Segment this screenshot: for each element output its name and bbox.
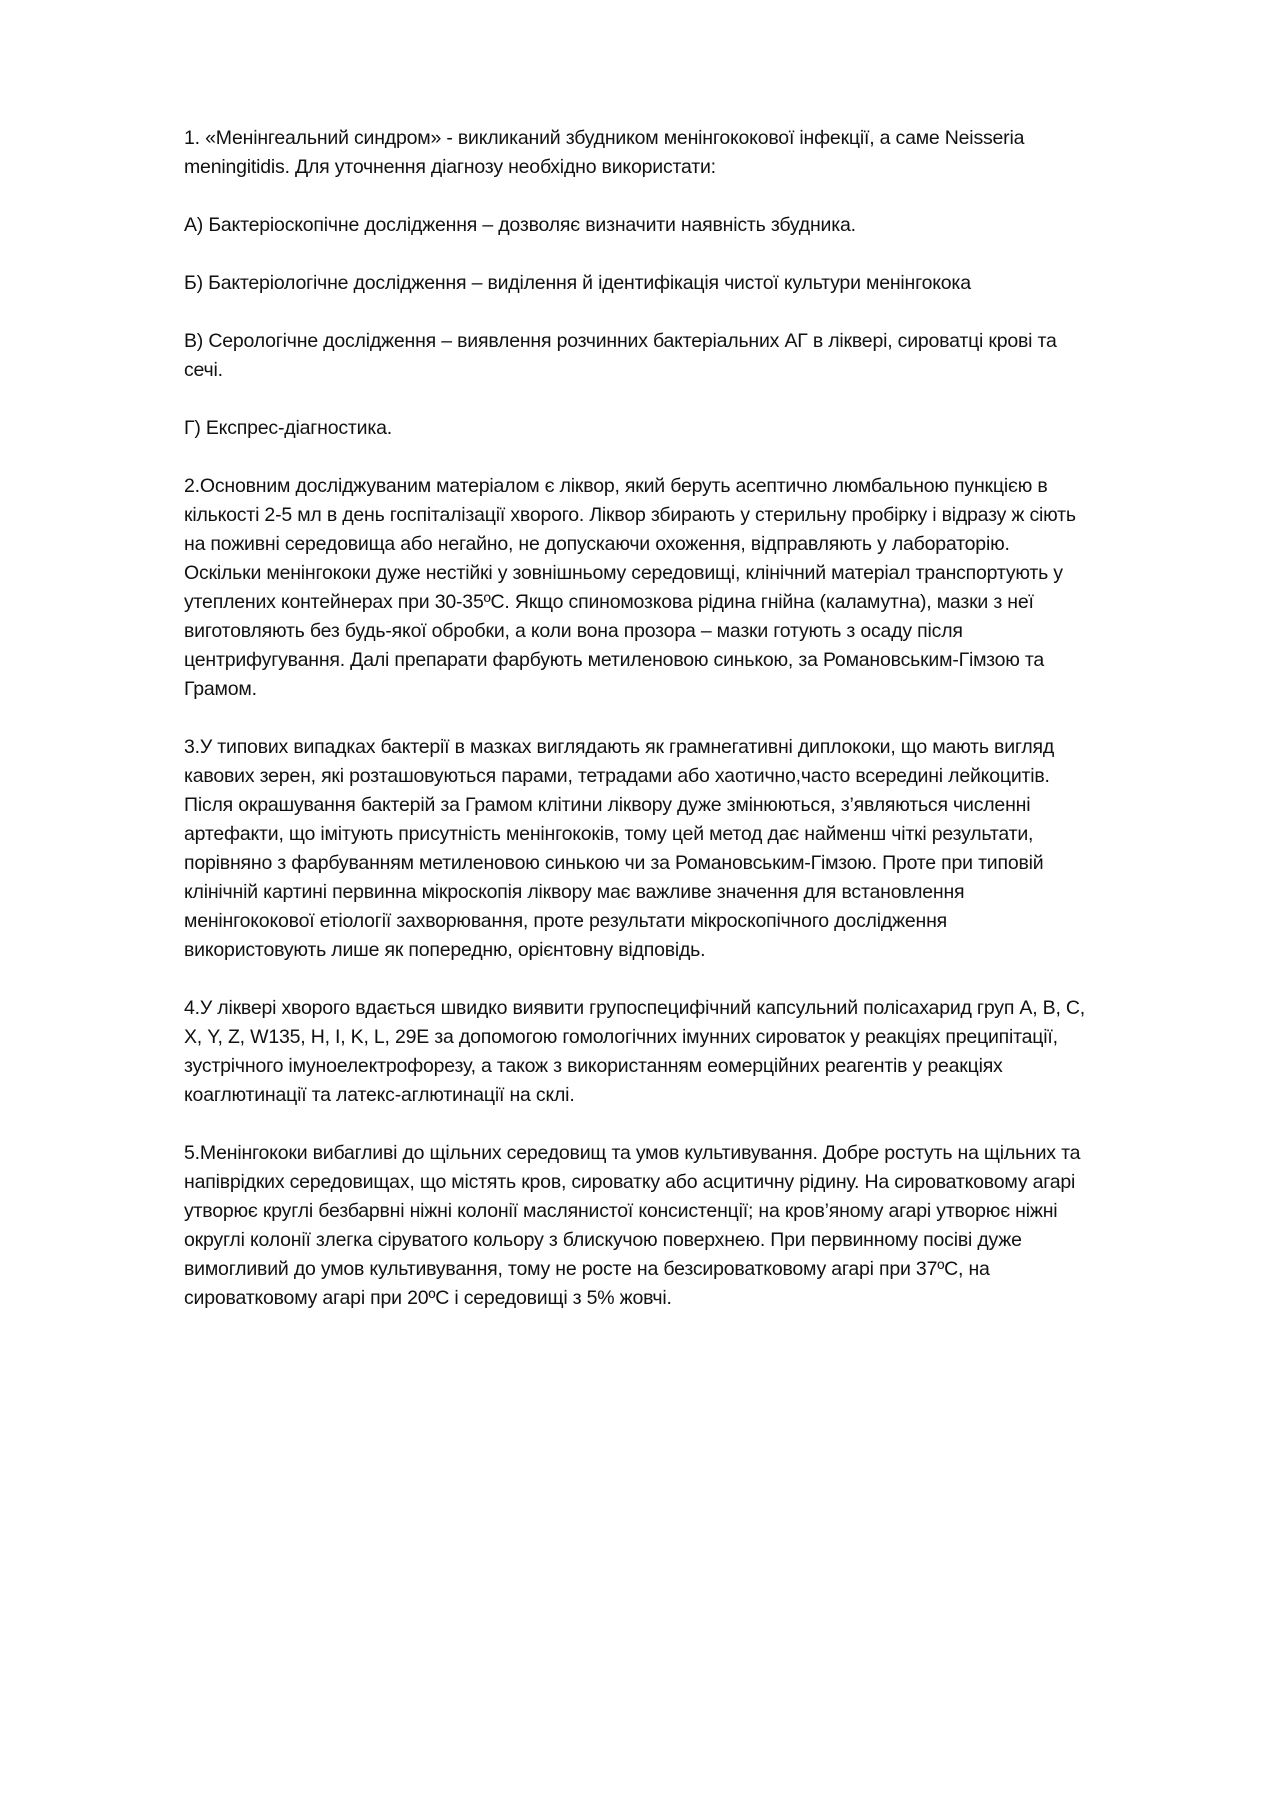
paragraph-3: 3.У типових випадках бактерії в мазках виглядають як грамнегативні диплококи, що мають вигляд кавових зерен, які розташовуються парами, тетрадами або хаотично,часто всередині лейкоцитів. Після окрашування бактерій за Грамом клітини ліквору дуже змінюються, з’являються численні артефакти, що імітують присутність менінгококів, тому цей метод дає найменш чіткі результати, порівняно з фарбуванням метиленовою синькою чи за Романовським-Гімзою. Проте при типовій клінічній картині первинна мікроскопія ліквору має важливе значення для встановлення менінгококової етіології захворювання, проте результати мікроскопічного дослідження використовують лише як попередню, орієнтовну відповідь. xyxy=(184,736,1055,961)
paragraph-1c: В) Серологічне дослідження – виявлення розчинних бактеріальних АГ в ліквері, сироватці крові та сечі. xyxy=(184,330,1057,381)
paragraph-1b: Б) Бактеріологічне дослідження – виділення й ідентифікація чистої культури менінгокока xyxy=(184,272,971,294)
paragraph-4: 4.У ліквері хворого вдається швидко виявити групоспецифічний капсульний полісахарид груп А, В, С, Х, Y, Z, W135, H, I, K, L, 29E за допомогою гомологічних імунних сироваток у реакціях преципітації, зустрічного імуноелектрофорезу, а також з використанням еомерційних реагентів у реакціях коаглютинації та латекс-аглютинації на склі. xyxy=(184,997,1085,1106)
paragraph-5: 5.Менінгококи вибагливі до щільних середовищ та умов культивування. Добре ростуть на щільних та напіврідких середовищах, що містять кров, сироватку або асцитичну рідину. На сироватковому агарі утворює круглі безбарвні ніжні колонії маслянистої консистенції; на кров’яному агарі утворює ніжні округлі колонії злегка сіруватого кольору з блискучою поверхнею. При первинному посіві дуже вимогливий до умов культивування, тому не росте на безсироватковому агарі при 37ºС, на сироватковому агарі при 20ºС і середовищі з 5% жовчі. xyxy=(184,1142,1081,1309)
paragraph-1a: А) Бактеріоскопічне дослідження – дозволяє визначити наявність збудника. xyxy=(184,214,856,236)
paragraph-1: 1. «Менінгеальний синдром» - викликаний збудником менінгококової інфекції, а саме Neisseria meningitidis. Для уточнення діагнозу необхідно використати: xyxy=(184,127,1025,178)
document-body xyxy=(184,124,1184,1342)
paragraph-1d: Г) Експрес-діагностика. xyxy=(184,417,392,439)
paragraph-2: 2.Основним досліджуваним матеріалом є ліквор, який беруть асептично люмбальною пункцією в кількості 2-5 мл в день госпіталізації хворого. Ліквор збирають у стерильну пробірку і відразу ж сіють на поживні середовища або негайно, не допускаючи охоження, відправляють у лабораторію. Оскільки менінгококи дуже нестійкі у зовнішньому середовищі, клінічний матеріал транспортують у утеплених контейнерах при 30-35ºС. Якщо спиномозкова рідина гнійна (каламутна), мазки з неї виготовляють без будь-якої обробки, а коли вона прозора – мазки готують з осаду після центрифугування. Далі препарати фарбують метиленовою синькою, за Романовським-Гімзою та Грамом. xyxy=(184,475,1076,700)
